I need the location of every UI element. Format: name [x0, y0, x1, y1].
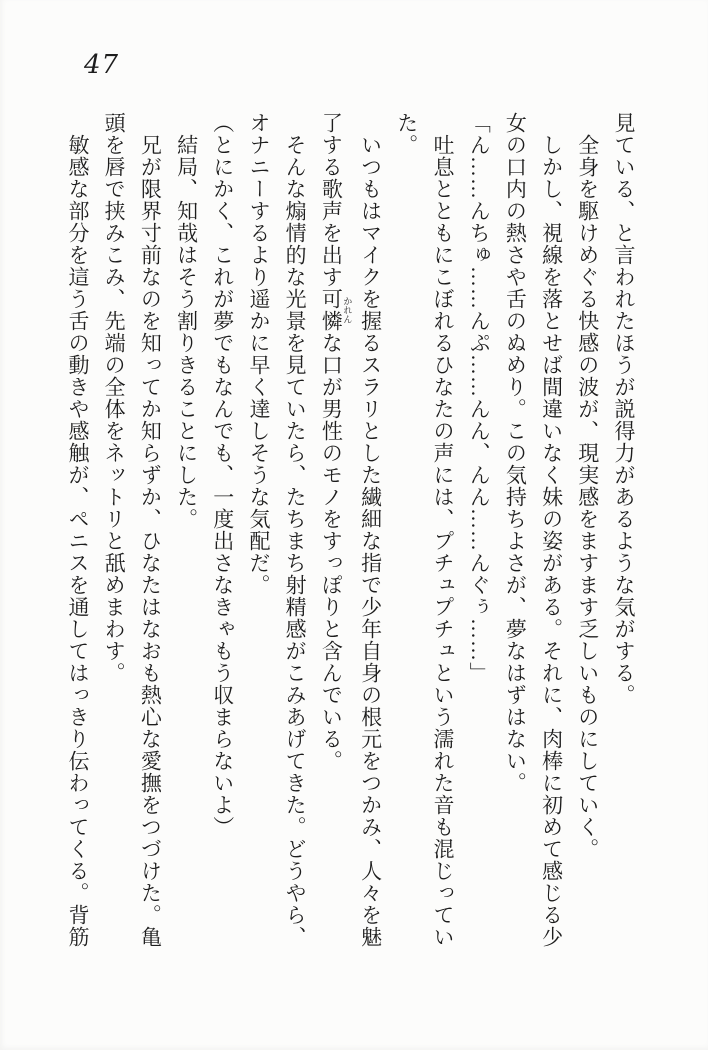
text-line: 全身を駆けめぐる快感の波が、現実感をますます乏しいものにしていく。	[575, 134, 600, 860]
line-segment: 了する歌声を出す	[319, 112, 344, 288]
text-line: 吐息とともにこぼれるひなたの声には、プチュプチュという濡れた音も混じってい	[430, 134, 455, 948]
ruby-base: 可憐	[319, 288, 344, 332]
text-line: 敏感な部分を這う舌の動きや感触が、ペニスを通してはっきり伝わってくる。背筋	[65, 134, 90, 948]
text-line-with-ruby	[313, 112, 352, 954]
ruby-annotation	[319, 288, 353, 332]
text-line: 見ている、と言われたほうが説得力があるような気がする。	[612, 112, 636, 706]
page-number: 47	[84, 50, 120, 80]
text-line-monologue: （とにかく、これが夢でもなんでも、一度出さなきゃもう収まらないよ）	[210, 112, 235, 838]
line-segment: な口が男性のモノをすっぽりと含んでいる。	[319, 332, 344, 772]
text-line: た。	[394, 112, 419, 156]
ruby-text: かれん	[342, 288, 353, 332]
text-line: しかし、視線を落とせば間違いなく妹の姿がある。それに、肉棒に初めて感じる少	[539, 134, 564, 948]
text-line: 兄が限界寸前なのを知ってか知らずか、ひなたはなおも熱心な愛撫をつづけた。亀	[138, 134, 163, 948]
text-line: そんな煽情的な光景を見ていたら、たちまち射精感がこみあげてきた。どうやら、	[283, 134, 308, 948]
text-line: 頭を唇で挟みこみ、先端の全体をネットリと舐めまわす。	[102, 112, 127, 684]
text-line-dialogue: 「ん……んちゅ……んぷ……んん、んん……んぐぅ……」	[467, 112, 492, 684]
text-line: いつもはマイクを握るスラリとした繊細な指で少年自身の根元をつかみ、人々を魅	[358, 134, 383, 948]
text-line: 結局、知哉はそう割りきることにした。	[174, 134, 199, 530]
body-text	[60, 112, 642, 954]
text-line: 女の口内の熱さや舌のぬめり。この気持ちよさが、夢なはずはない。	[503, 112, 528, 794]
text-line: オナニーするより遥かに早く達しそうな気配だ。	[246, 112, 271, 596]
